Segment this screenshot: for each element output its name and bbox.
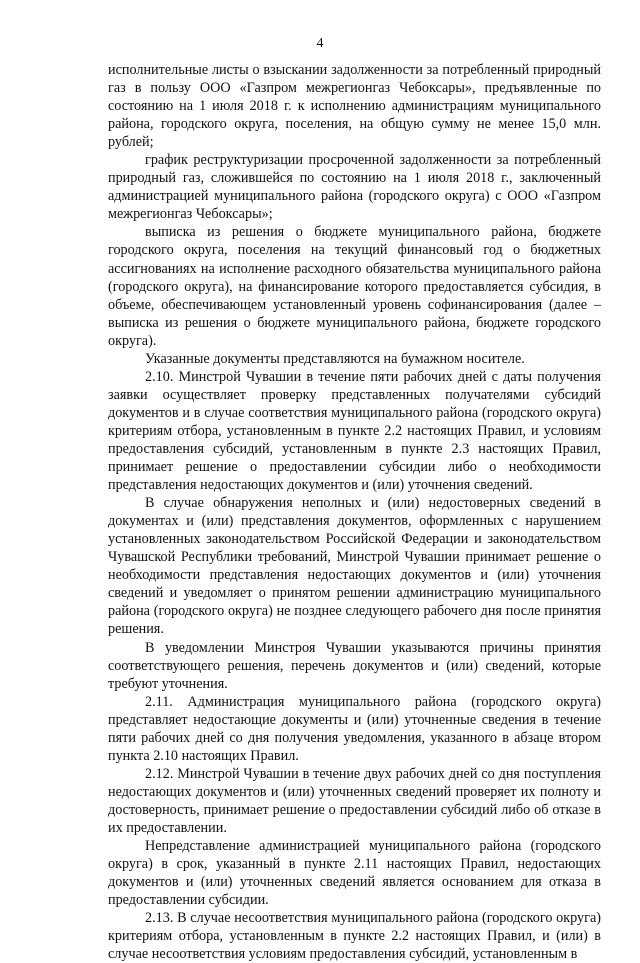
paragraph-budget-extract: выписка из решения о бюджете муниципального района, бюджете городского округа, поселения на текущий финансовый год о бюджетных ассигнованиях на исполнение расходного обязательства муниципального района (городского округа), на финансирование которого предоставляется субсидия, в объеме, обеспечивающем установленный уровень софинансирования (далее – выписка из решения о бюджете муниципального района, бюджете городского округа).: [108, 224, 601, 349]
paragraph-2-13: 2.13. В случае несоответствия муниципального района (городского округа) критериям отбора, установленным в пункте 2.2 настоящих Правил, и (или) в случае несоответствия условиям предоставления субсидий, установленным в: [108, 910, 601, 963]
paragraph-restructuring-schedule: график реструктуризации просроченной задолженности за потребленный природный газ, сложившейся по состоянию на 1 июля 2018 г., заключенный администрацией муниципального района (городского округа) с ООО «Газпром межрегионгаз Чебоксары»;: [108, 152, 601, 223]
paragraph-notification-reasons: В уведомлении Минстроя Чувашии указываются причины принятия соответствующего решения, перечень документов и (или) сведений, которые требуют уточнения.: [108, 639, 601, 692]
paragraph-incomplete-information: В случае обнаружения неполных и (или) недостоверных сведений в документах и (или) представления документов, оформленных с нарушением установленных законодательством Российской Федерации и законодательством Чувашской Республики требований, Минстрой Чувашии принимает решение о необходимости представления недостающих документов и (или) уточнения сведений и уведомляет о принятом решении администрацию муниципального района (городского округа) не позднее следующего рабочего дня после принятия решения.: [108, 495, 601, 638]
paragraph-2-11: 2.11. Администрация муниципального района (городского округа) представляет недостающие документы и (или) уточненные сведения в течение пяти рабочих дней со дня получения уведомления, указанного в абзаце втором пункта 2.10 настоящих Правил.: [108, 693, 601, 764]
paragraph-non-submission: Непредставление администрацией муниципального района (городского округа) в срок, указанный в пункте 2.11 настоящих Правил, недостающих документов и (или) уточненных сведений является основанием для отказа в предоставлении субсидии.: [108, 838, 601, 909]
paragraph-paper-submission: Указанные документы представляются на бумажном носителе.: [145, 350, 525, 367]
document-body: [108, 61, 601, 963]
paragraph-enforcement-writs: исполнительные листы о взыскании задолженности за потребленный природный газ в пользу ООО «Газпром межрегионгаз Чебоксары», предъявленные по состоянию на 1 июля 2018 г. к исполнению администрациям муниципального района, городского округа, поселения, на общую сумму не менее 15,0 млн. рублей;: [108, 62, 601, 151]
page-number: 4: [316, 36, 324, 51]
paragraph-2-10: 2.10. Минстрой Чувашии в течение пяти рабочих дней с даты получения заявки осуществляет проверку представленных получателями субсидий документов и в случае соответствия муниципального района (городского округа) критериям отбора, установленным в пункте 2.2 настоящих Правил, и условиям предоставления субсидий, установленным в пункте 2.3 настоящих Правил, принимает решение о предоставлении субсидии либо о необходимости представления недостающих документов и (или) уточнения сведений.: [108, 368, 601, 494]
paragraph-2-12: 2.12. Минстрой Чувашии в течение двух рабочих дней со дня поступления недостающих документов и (или) уточненных сведений проверяет их полноту и достоверность, принимает решение о предоставлении субсидий либо об отказе в их предоставлении.: [108, 765, 601, 836]
